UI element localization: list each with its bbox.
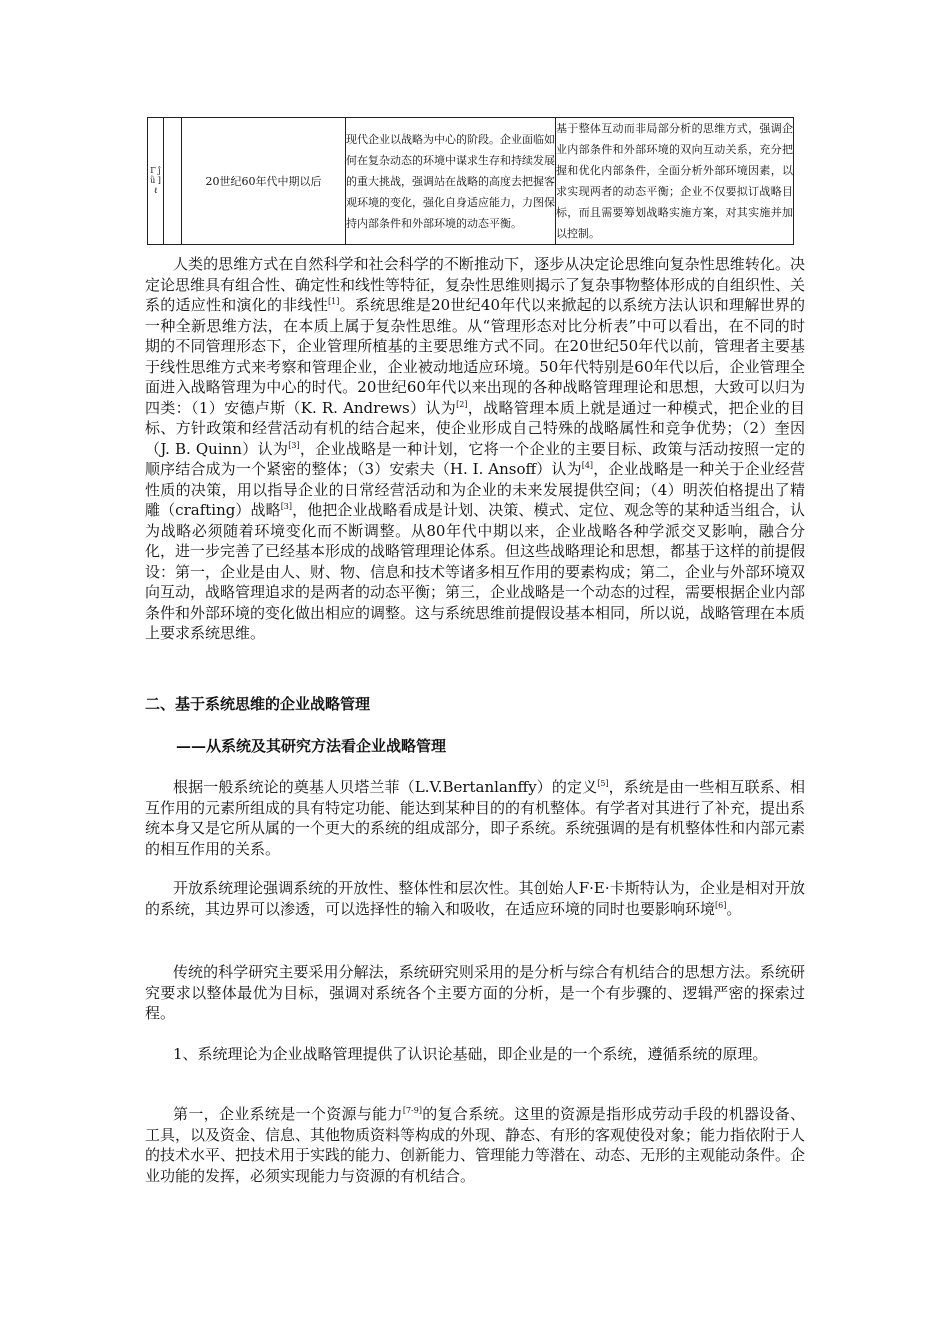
vertical-label-cell [148,118,164,245]
section-subheading: ——从系统及其研究方法看企业战略管理 [176,737,447,755]
citation: [6] [715,900,727,910]
citation: [3] [288,440,300,450]
table-row [148,118,794,245]
citation: [4] [581,461,594,470]
paragraph-research-method: 传统的科学研究主要采用分解法，系统研究则采用的是分析与综合有机结合的思想方法。系统研究要求以整体最优为目标，强调对系统各个主要方面的分析，是一个有步骤的、逻辑严密的探索过程。 [145,963,805,1022]
paragraph-system-definition: 根据一般系统论的奠基人贝塔兰菲（L.V.Bertanlanffy）的定义[5]，系统是由一些相互联系、相互作用的元素所组成的具有特定功能、能达到某种目的的有机整体。有学者对其进行了补充，提出系统本身又是它所从属的一个更大的系统的组成部分，即子系统。系统强调的是有机整体性和内部元素的相互作用的关系。 [145,778,806,858]
period-cell: 20世纪60年代中期以后 [182,118,346,245]
paragraph-thinking-evolution: 人类的思维方式在自然科学和社会科学的不断推动下，逐步从决定论思维向复杂性思维转化。决定论思维具有组合性、确定性和线性等特征，复杂性思维则揭示了复杂事物整体形成的自组织性、关系的适应性和演化的非线性[1]。系统思维是20世纪40年代以来掀起的以系统方法认识和理解世界的一种全新思维方法，在本质上属于复杂性思维。从“管理形态对比分析表”中可以看出，在不同的时期的不同管理形态下，企业管理所植基的主要思维方式不同。在20世纪50年代以前，管理者主要基于线性思维方式来考察和管理企业，企业被动地适应环境。50年代特别是60年代以后，企业管理全面进入战略管理为中心的时代。20世纪60年代以来出现的各种战略管理理论和思想，大致可以归为四类：（1）安德卢斯（K. R. Andrews）认为[2]，战略管理本质上就是通过一种模式，把企业的目标、方针政策和经营活动有机的结合起来，使企业形成自己特殊的战略属性和竞争优势；（2）奎因（J. B. Quinn）认为[3]，企业战略是一种计划，它将一个企业的主要目标、政策与活动按照一定的顺序结合成为一个紧密的整体；（3）安索夫（H. I. Ansoff）认为[4]，企业战略是一种关于企业经营性质的决策，用以指导企业的日常经营活动和为企业的未来发展提供空间；（4）明茨伯格提出了精雕（crafting）战略[3]，他把企业战略看成是计划、决策、模式、定位、观念等的某种适当组合，认为战略必须随着环境变化而不断调整。从80年代中期以来，企业战略各种学派交叉影响，融合分化，进一步完善了已经基本形成的战略管理理论体系。但这些战略理论和思想，都基于这样的前提假设：第一，企业是由人、财、物、信息和技术等诸多相互作用的要素构成；第二，企业与外部环境双向互动，战略管理追求的是两者的动态平衡；第三，企业战略是一个动态的过程，需要根据企业内部条件和外部环境的变化做出相应的调整。这与系统思维前提假设基本相同，所以说，战略管理在本质上要求系统思维。 [145,255,806,642]
citation: [5] [597,779,609,788]
paragraph-open-system: 开放系统理论强调系统的开放性、整体性和层次性。其创始人F·E·卡斯特认为，企业是相对开放的系统，其边界可以渗透，可以选择性的输入和吸收，在适应环境的同时也要影响环境[6]。 [145,879,805,918]
paragraph-point-1: 1、系统理论为企业战略管理提供了认识论基础，即企业是的一个系统，遵循系统的原理。 [173,1045,768,1063]
management-form-table [147,117,794,245]
blank-cell [164,118,182,245]
vertical-label: Γ ĵ ǜ ] ℓ [150,166,161,195]
description-cell: 现代企业以战略为中心的阶段。企业面临如何在复杂动态的环境中谋求生存和持续发展的重大挑战，强调站在战略的高度去把握客观环境的变化，强化自身适应能力，力图保持内部条件和外部环境的动态平衡。 [346,118,556,245]
citation: [3] [280,502,293,511]
section-heading: 二、基于系统思维的企业战略管理 [145,695,371,713]
thinking-cell: 基于整体互动而非局部分析的思维方式，强调企业内部条件和外部环境的双向互动关系，充分把握和优化内部条件，全面分析外部环境因素，以求实现两者的动态平衡；企业不仅要拟订战略目标，而且需要筹划战略实施方案，对其实施并加以控制。 [556,118,794,245]
citation: [7-9] [402,1106,422,1115]
paragraph-resource-ability: 第一，企业系统是一个资源与能力[7-9]的复合系统。这里的资源是指形成劳动手段的机器设备、工具，以及资金、信息、其他物质资料等构成的外现、静态、有形的客观使役对象；能力指依附于人的技术水平、把技术用于实践的能力、创新能力、管理能力等潜在、动态、无形的主观能动条件。企业功能的发挥，必须实现能力与资源的有机结合。 [145,1105,806,1185]
citation: [2] [456,399,468,409]
citation: [1] [328,297,340,306]
